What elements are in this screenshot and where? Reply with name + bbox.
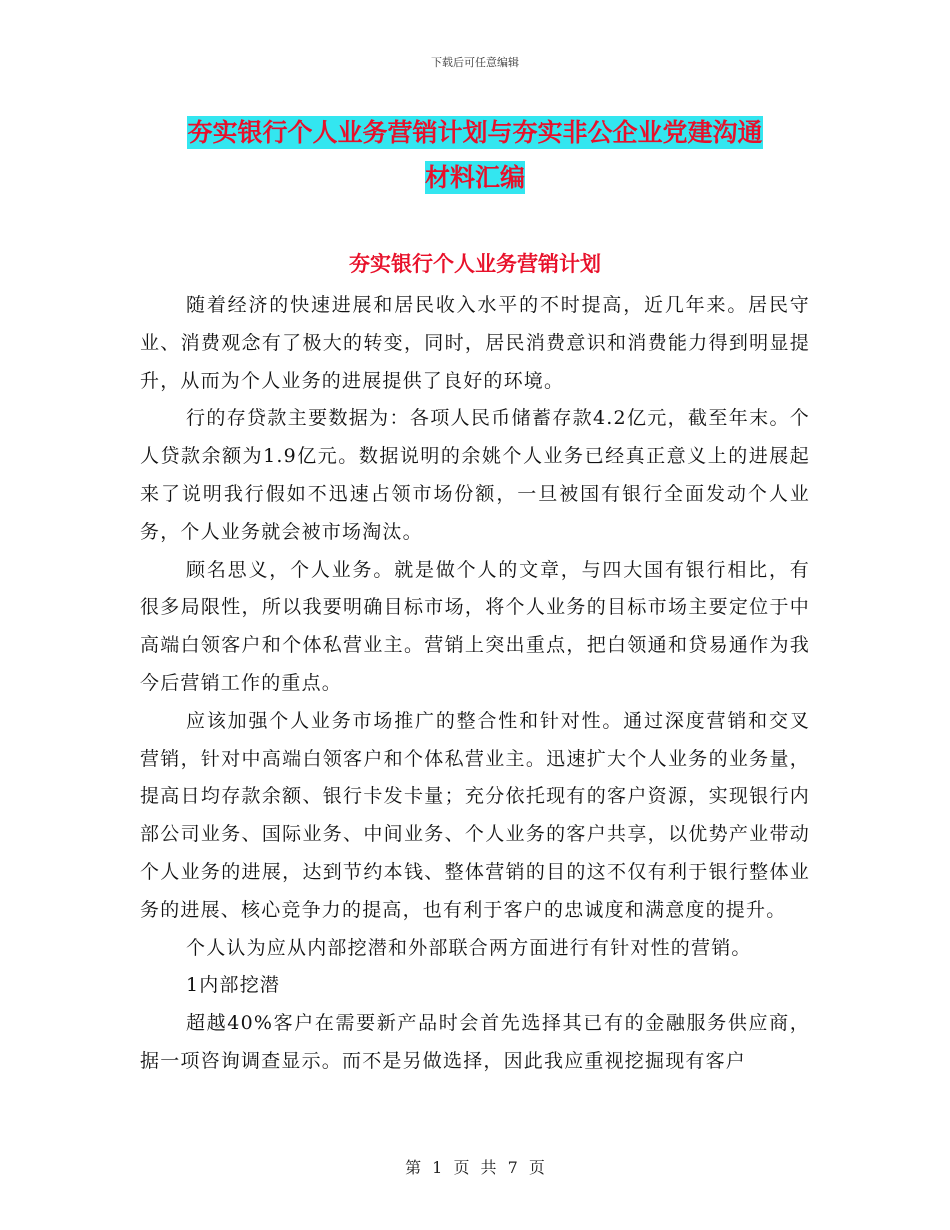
section-title: 夯实银行个人业务营销计划 (349, 251, 601, 276)
paragraph: 超越40%客户在需要新产品时会首先选择其已有的金融服务供应商，据一项咨询调查显示。而不是另做选择，因此我应重视挖掘现有客户 (140, 1012, 810, 1072)
title-line-1: 夯实银行个人业务营销计划与夯实非公企业党建沟通 (187, 118, 763, 147)
paragraph: 行的存贷款主要数据为：各项人民币储蓄存款4.2亿元，截至年末。个人贷款余额为1.9亿元。数据说明的余姚个人业务已经真正意义上的进展起来了说明我行假如不迅速占领市场份额，一旦被国有银行全面发动个人业务，个人业务就会被市场淘汰。 (140, 407, 810, 543)
paragraph: 个人认为应从内部挖潜和外部联合两方面进行有针对性的营销。 (186, 936, 752, 959)
page-footer: 第 1 页 共 7 页 (405, 1158, 545, 1177)
paragraph: 随着经济的快速进展和居民收入水平的不时提高，近几年来。居民守业、消费观念有了极大的转变，同时，居民消费意识和消费能力得到明显提升，从而为个人业务的进展提供了良好的环境。 (140, 294, 810, 392)
paragraph: 应该加强个人业务市场推广的整合性和针对性。通过深度营销和交叉营销，针对中高端白领客户和个体私营业主。迅速扩大个人业务的业务量，提高日均存款余额、银行卡发卡量；充分依托现有的客户资源，实现银行内部公司业务、国际业务、中间业务、个人业务的客户共享，以优势产业带动个人业务的进展，达到节约本钱、整体营销的目的这不仅有利于银行整体业务的进展、核心竞争力的提高，也有利于客户的忠诚度和满意度的提升。 (140, 709, 810, 921)
body-text (140, 287, 810, 1081)
paragraph: 顾名思义，个人业务。就是做个人的文章，与四大国有银行相比，有很多局限性，所以我要明确目标市场，将个人业务的目标市场主要定位于中高端白领客户和个体私营业主。营销上突出重点，把白领通和贷易通作为我今后营销工作的重点。 (140, 558, 810, 694)
subheading: 1内部挖潜 (186, 974, 281, 997)
document-title (150, 110, 800, 200)
header-note: 下载后可任意编辑 (431, 56, 519, 69)
title-line-2: 材料汇编 (424, 163, 525, 192)
